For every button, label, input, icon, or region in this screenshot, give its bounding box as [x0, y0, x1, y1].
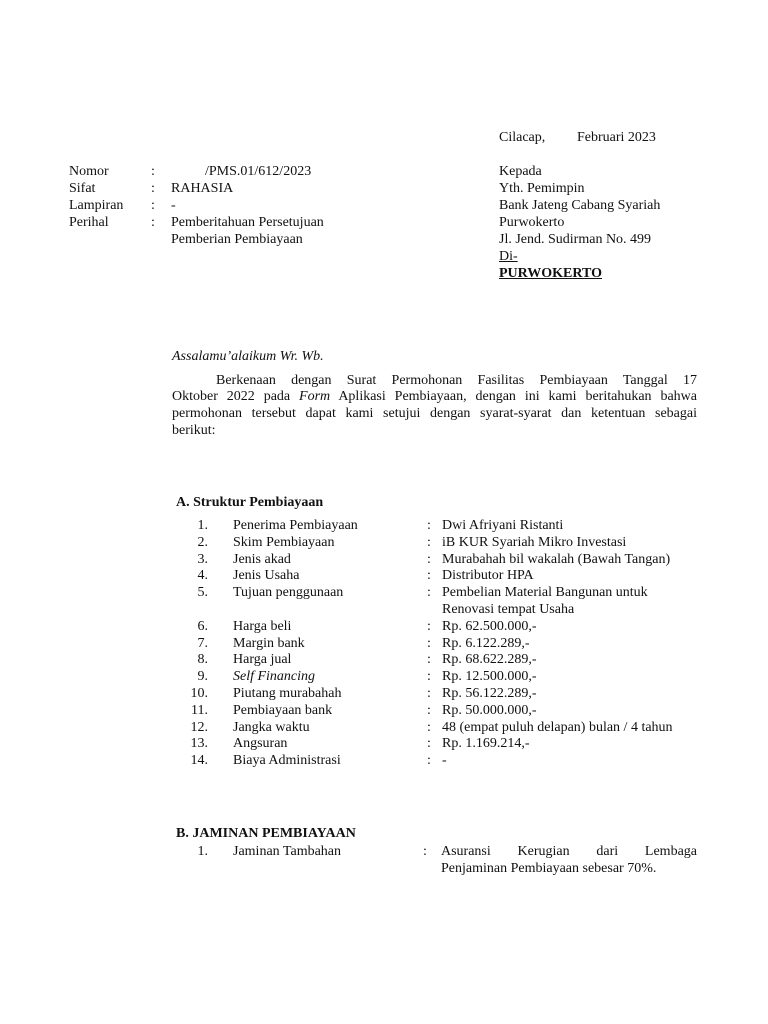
section-a-item — [0, 752, 768, 769]
item-label: Margin bank — [233, 636, 305, 651]
item-sep: : — [427, 703, 431, 718]
meta-perihal-line2: Pemberian Pembiayaan — [171, 232, 303, 247]
date: Februari 2023 — [577, 130, 656, 145]
item-label: Biaya Administrasi — [233, 753, 341, 768]
item-sep: : — [427, 652, 431, 667]
item-sep: : — [427, 535, 431, 550]
recipient-line: Di- — [499, 249, 518, 264]
item-number: 9. — [197, 669, 208, 684]
section-a-item — [0, 702, 768, 719]
section-a-title: A. Struktur Pembiayaan — [176, 495, 324, 510]
meta-value: RAHASIA — [171, 181, 234, 196]
meta-sep: : — [151, 164, 155, 179]
meta-label: Sifat — [69, 181, 96, 196]
item-value: Murabahah bil wakalah (Bawah Tangan) — [442, 552, 671, 567]
item-number: 7. — [197, 636, 208, 651]
recipient-line: Purwokerto — [499, 215, 565, 230]
item-sep: : — [427, 568, 431, 583]
item-value: Rp. 1.169.214,- — [442, 736, 530, 751]
item-number: 3. — [197, 552, 208, 567]
greeting: Assalamu’alaikum Wr. Wb. — [172, 349, 324, 364]
item-number: 1. — [197, 518, 208, 533]
item-number: 13. — [190, 736, 208, 751]
body-line: Oktober 2022 pada Form Aplikasi Pembiayaan, dengan ini kami beritahukan bahwa — [172, 389, 697, 404]
item-value: 48 (empat puluh delapan) bulan / 4 tahun — [442, 720, 673, 735]
item-number: 8. — [197, 652, 208, 667]
item-number: 14. — [190, 753, 208, 768]
item-sep: : — [427, 686, 431, 701]
recipient-line: Jl. Jend. Sudirman No. 499 — [499, 232, 652, 247]
section-a-item — [0, 635, 768, 652]
item-value: Rp. 6.122.289,- — [442, 636, 530, 651]
item-number: 11. — [191, 703, 208, 718]
item-value: Rp. 68.622.289,- — [442, 652, 537, 667]
item-value: Renovasi tempat Usaha — [442, 602, 575, 617]
item-number: 4. — [197, 568, 208, 583]
meta-sep: : — [151, 181, 155, 196]
recipient-city: PURWOKERTO — [499, 266, 602, 281]
meta-label: Perihal — [69, 215, 109, 230]
section-a-item — [0, 551, 768, 568]
item-sep: : — [427, 636, 431, 651]
item-number: 2. — [197, 535, 208, 550]
item-value: Dwi Afriyani Ristanti — [442, 518, 564, 533]
section-a-item — [0, 534, 768, 551]
meta-value: Pemberitahuan Persetujuan — [171, 215, 324, 230]
section-a-item — [0, 735, 768, 752]
item-label: Tujuan penggunaan — [233, 585, 344, 600]
place: Cilacap, — [499, 130, 546, 145]
item-number: 6. — [197, 619, 208, 634]
item-value: Pembelian Material Bangunan untuk — [442, 585, 648, 600]
section-b-title: B. JAMINAN PEMBIAYAAN — [176, 826, 356, 841]
item-sep: : — [423, 844, 427, 859]
item-number: 10. — [190, 686, 208, 701]
item-label: Penerima Pembiayaan — [233, 518, 358, 533]
item-number: 1. — [197, 844, 208, 859]
item-sep: : — [427, 518, 431, 533]
item-label: Jaminan Tambahan — [233, 844, 342, 859]
meta-row-nomor — [0, 163, 768, 180]
item-value: Rp. 12.500.000,- — [442, 669, 537, 684]
item-sep: : — [427, 720, 431, 735]
item-label: Skim Pembiayaan — [233, 535, 335, 550]
section-a-item — [0, 719, 768, 736]
item-sep: : — [427, 736, 431, 751]
meta-sep: : — [151, 215, 155, 230]
section-a-item — [0, 584, 768, 601]
item-value: - — [442, 753, 447, 768]
meta-row-perihal — [0, 214, 768, 231]
meta-value: - — [171, 198, 176, 213]
item-label: Piutang murabahah — [233, 686, 342, 701]
item-label: Self Financing — [233, 669, 316, 684]
section-a-item — [0, 601, 768, 618]
meta-sep: : — [151, 198, 155, 213]
item-value: Rp. 50.000.000,- — [442, 703, 537, 718]
item-label: Pembiayaan bank — [233, 703, 333, 718]
section-a-item — [0, 618, 768, 635]
item-value: Rp. 62.500.000,- — [442, 619, 537, 634]
meta-label: Lampiran — [69, 198, 124, 213]
item-sep: : — [427, 619, 431, 634]
item-sep: : — [427, 753, 431, 768]
body-line: berikut: — [172, 423, 216, 438]
item-number: 5. — [197, 585, 208, 600]
meta-label: Nomor — [69, 164, 109, 179]
section-b-value-line2: Penjaminan Pembiayaan sebesar 70%. — [441, 861, 657, 876]
meta-value: /PMS.01/612/2023 — [205, 164, 312, 179]
item-value: Distributor HPA — [442, 568, 534, 583]
section-a-item — [0, 567, 768, 584]
body-line: Berkenaan dengan Surat Permohonan Fasilitas Pembiayaan Tanggal 17 — [216, 373, 697, 388]
item-sep: : — [427, 585, 431, 600]
recipient-line: Bank Jateng Cabang Syariah — [499, 198, 661, 213]
section-a-item — [0, 517, 768, 534]
item-label: Harga jual — [233, 652, 292, 667]
item-label: Angsuran — [233, 736, 288, 751]
body-line: permohonan tersebut dapat kami setujui dengan syarat-syarat dan ketentuan sebagai — [172, 406, 697, 421]
item-value: Rp. 56.122.289,- — [442, 686, 537, 701]
item-label: Jenis Usaha — [233, 568, 300, 583]
recipient-line: Yth. Pemimpin — [499, 181, 585, 196]
section-b-value-line1: Asuransi Kerugian dari Lembaga — [441, 844, 697, 859]
item-value: iB KUR Syariah Mikro Investasi — [442, 535, 627, 550]
item-number: 12. — [190, 720, 208, 735]
section-a-item — [0, 668, 768, 685]
section-a-item — [0, 651, 768, 668]
meta-row-sifat — [0, 180, 768, 197]
item-label: Harga beli — [233, 619, 292, 634]
item-label: Jangka waktu — [233, 720, 310, 735]
item-label: Jenis akad — [233, 552, 291, 567]
recipient-line: Kepada — [499, 164, 542, 179]
section-a-item — [0, 685, 768, 702]
item-sep: : — [427, 669, 431, 684]
item-sep: : — [427, 552, 431, 567]
